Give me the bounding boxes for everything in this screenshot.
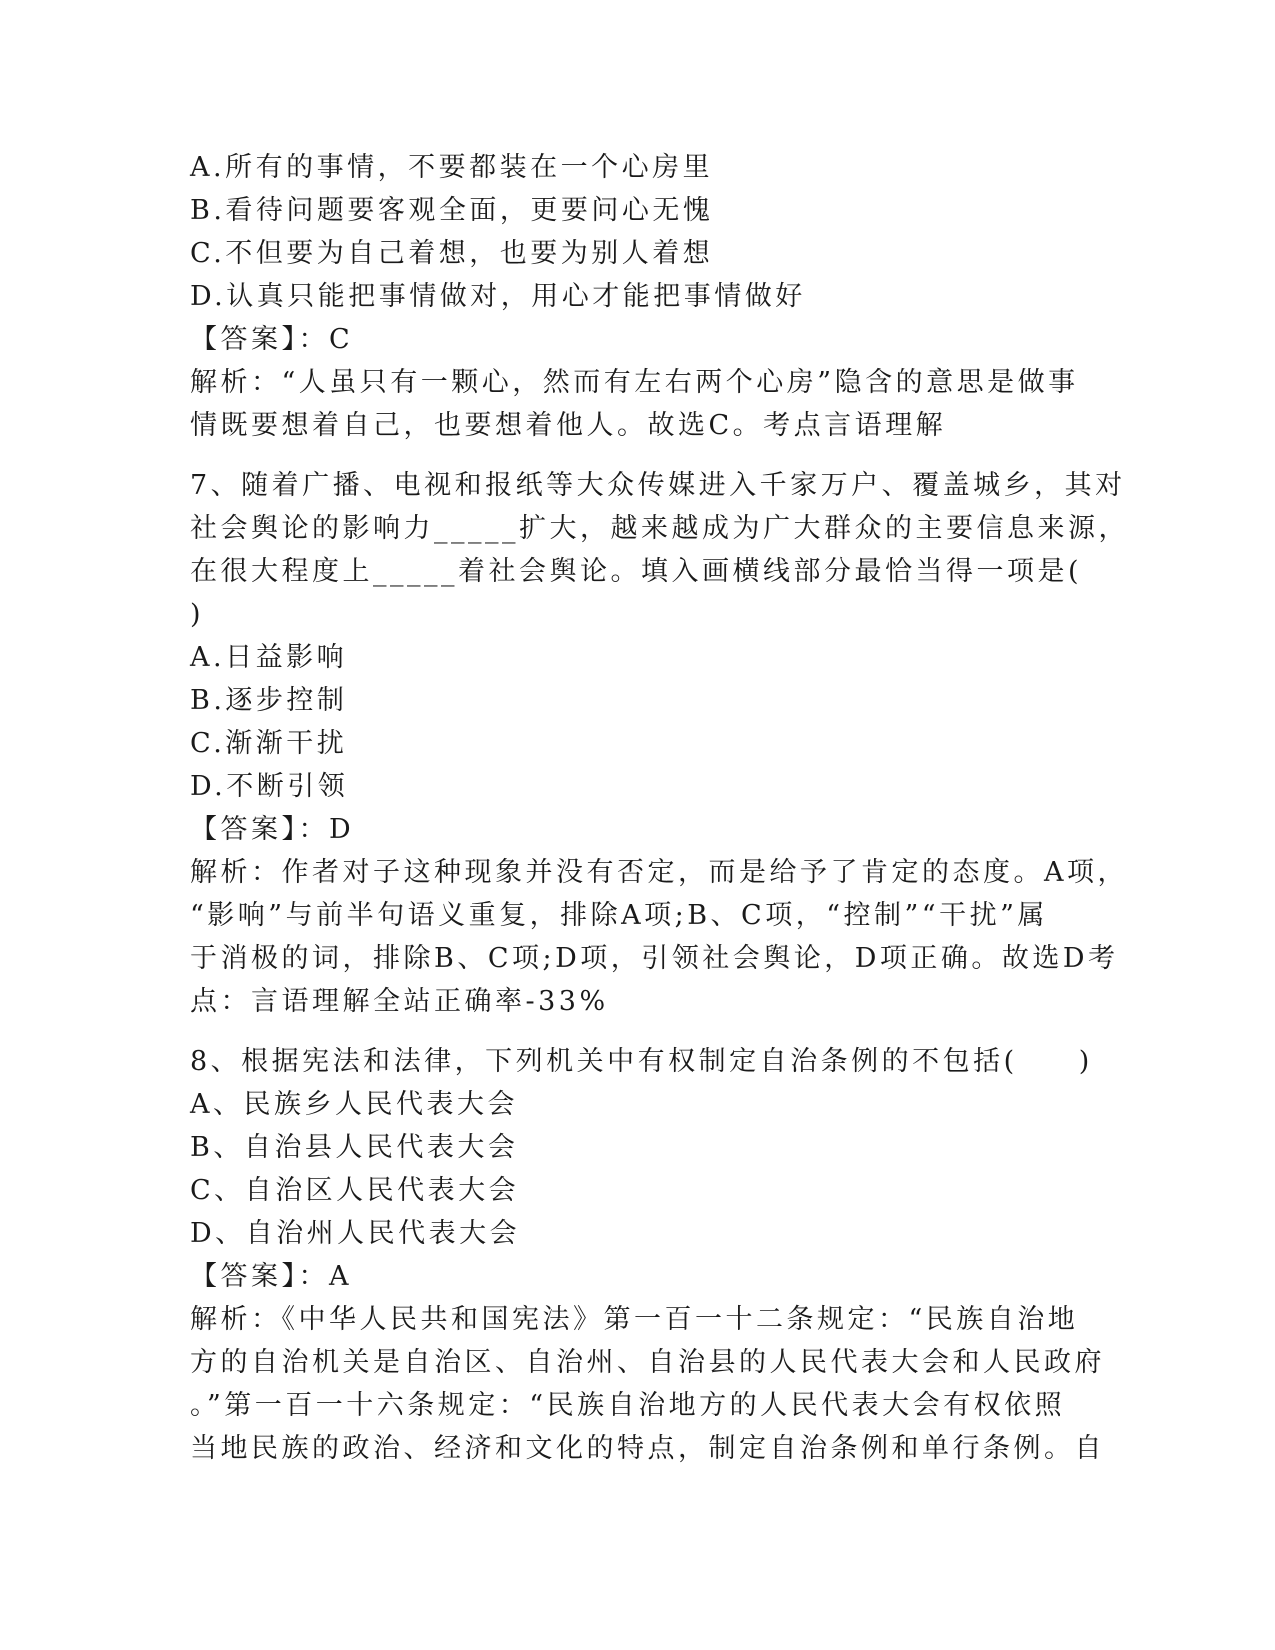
paragraph-gap — [190, 447, 1090, 464]
paragraph-gap — [190, 1023, 1090, 1040]
q6-option-c: C.不但要为自己着想，也要为别人着想 — [190, 238, 714, 269]
q8-option-c: C、自治区人民代表大会 — [190, 1175, 520, 1206]
q8-analysis-line: 。”第一百一十六条规定：“民族自治地方的人民代表大会有权依照 — [190, 1390, 1066, 1421]
q8-option-a: A、民族乡人民代表大会 — [190, 1089, 518, 1120]
q7-analysis-line: 点：言语理解全站正确率-33% — [190, 986, 609, 1017]
q8-option-d: D、自治州人民代表大会 — [190, 1218, 521, 1249]
q8-question-line: 8、根据宪法和法律，下列机关中有权制定自治条例的不包括( ) — [190, 1046, 1093, 1077]
q6-option-b: B.看待问题要客观全面，更要问心无愧 — [190, 195, 714, 226]
question-6-block — [190, 146, 1090, 447]
q7-question-line: ) — [190, 599, 205, 630]
q7-option-a: A.日益影响 — [190, 642, 348, 673]
q8-analysis-line: 当地民族的政治、经济和文化的特点，制定自治条例和单行条例。自 — [190, 1433, 1105, 1464]
question-7-block — [190, 464, 1129, 1023]
document-page — [190, 146, 1129, 1470]
q7-option-d: D.不断引领 — [190, 771, 349, 802]
q7-analysis-line: “影响”与前半句语义重复，排除A项;B、C项，“控制”“干扰”属 — [190, 900, 1048, 931]
q7-answer: 【答案】：D — [190, 814, 355, 845]
q6-option-a: A.所有的事情，不要都装在一个心房里 — [190, 152, 714, 183]
q7-question-line: 7、随着广播、电视和报纸等大众传媒进入千家万户、覆盖城乡，其对 — [190, 470, 1126, 501]
q7-analysis-line: 解析：作者对子这种现象并没有否定，而是给予了肯定的态度。A项， — [190, 857, 1128, 888]
question-8-block — [190, 1040, 1105, 1470]
q7-option-b: B.逐步控制 — [190, 685, 348, 716]
q6-answer: 【答案】：C — [190, 324, 354, 355]
q7-question-line: 在很大程度上_____着社会舆论。填入画横线部分最恰当得一项是( — [190, 556, 1083, 587]
q8-analysis-line: 方的自治机关是自治区、自治州、自治县的人民代表大会和人民政府 — [190, 1347, 1105, 1378]
q8-answer: 【答案】：A — [190, 1261, 352, 1292]
q6-analysis-line: 情既要想着自己，也要想着他人。故选C。考点言语理解 — [190, 410, 947, 441]
q7-option-c: C.渐渐干扰 — [190, 728, 348, 759]
q7-question-line: 社会舆论的影响力_____扩大，越来越成为广大群众的主要信息来源， — [190, 513, 1129, 544]
q7-analysis-line: 于消极的词，排除B、C项;D项，引领社会舆论，D项正确。故选D考 — [190, 943, 1119, 974]
q6-option-d: D.认真只能把事情做对，用心才能把事情做好 — [190, 281, 806, 312]
q8-option-b: B、自治县人民代表大会 — [190, 1132, 519, 1163]
q6-analysis-line: 解析：“人虽只有一颗心，然而有左右两个心房”隐含的意思是做事 — [190, 367, 1079, 398]
q8-analysis-line: 解析：《中华人民共和国宪法》第一百一十二条规定：“民族自治地 — [190, 1304, 1079, 1335]
